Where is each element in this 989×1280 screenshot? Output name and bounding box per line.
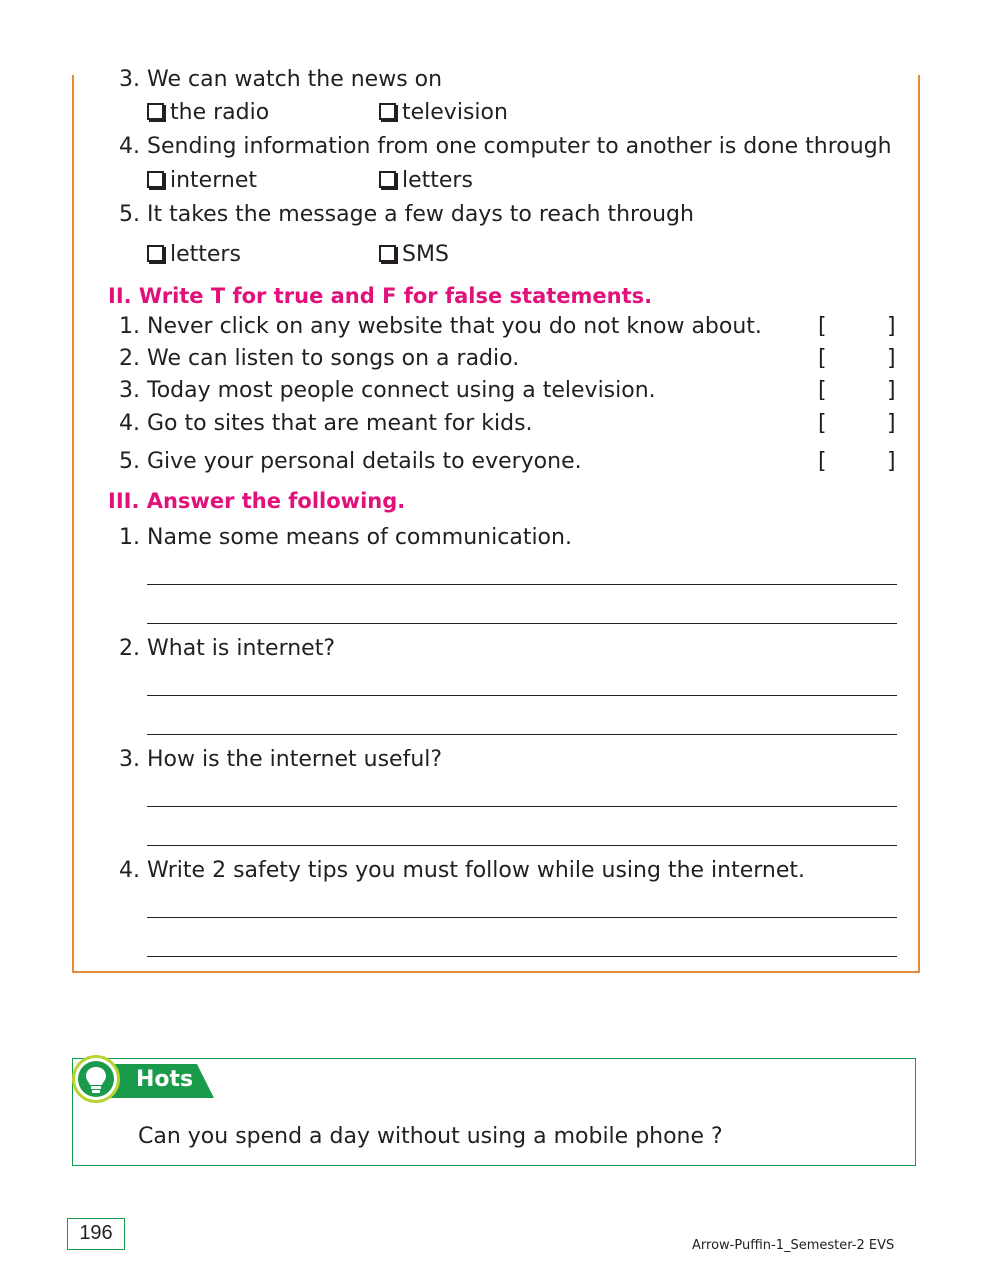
checkbox-icon[interactable] [379,103,396,120]
question-text: Write 2 safety tips you must follow while using the internet. [147,858,806,883]
checkbox-icon[interactable] [147,245,164,262]
tf-number: 5. [119,449,140,474]
question-number: 2. [119,636,140,661]
section-heading: II. Write T for true and F for false statements. [108,284,653,308]
page-number: 196 [67,1218,125,1250]
answer-bracket-open: [ [818,411,827,436]
tf-statement: Today most people connect using a television. [147,378,656,403]
tf-statement: Give your personal details to everyone. [147,449,582,474]
answer-bracket-close: ] [887,314,896,339]
mcq-number: 3. [119,67,140,92]
answer-bracket-close: ] [887,378,896,403]
question-text: How is the internet useful? [147,747,443,772]
answer-bracket-open: [ [818,314,827,339]
book-title: Arrow-Puffin-1_Semester-2 EVS [692,1238,895,1253]
answer-line[interactable] [147,956,897,957]
hots-label: Hots [136,1067,194,1092]
answer-line[interactable] [147,623,897,624]
mcq-option[interactable]: letters [379,168,473,194]
question-number: 3. [119,747,140,772]
mcq-number: 4. [119,134,140,159]
checkbox-icon[interactable] [147,103,164,120]
answer-bracket-close: ] [887,346,896,371]
tf-number: 2. [119,346,140,371]
tf-statement: We can listen to songs on a radio. [147,346,520,371]
question-number: 1. [119,525,140,550]
answer-bracket-close: ] [887,449,896,474]
answer-line[interactable] [147,695,897,696]
tf-statement: Go to sites that are meant for kids. [147,411,533,436]
mcq-question: Sending information from one computer to another is done through [147,134,892,159]
question-text: Name some means of communication. [147,525,572,550]
mcq-option[interactable]: the radio [147,100,269,126]
answer-bracket-open: [ [818,378,827,403]
tf-number: 4. [119,411,140,436]
tf-statement: Never click on any website that you do not know about. [147,314,762,339]
tf-number: 3. [119,378,140,403]
answer-line[interactable] [147,806,897,807]
answer-bracket-open: [ [818,449,827,474]
mcq-option[interactable]: internet [147,168,257,194]
mcq-option[interactable]: SMS [379,242,449,268]
tf-number: 1. [119,314,140,339]
answer-bracket-open: [ [818,346,827,371]
mcq-number: 5. [119,202,140,227]
mcq-option[interactable]: letters [147,242,241,268]
question-number: 4. [119,858,140,883]
mcq-option[interactable]: television [379,100,508,126]
answer-line[interactable] [147,734,897,735]
answer-line[interactable] [147,584,897,585]
lightbulb-icon [72,1055,120,1103]
answer-line[interactable] [147,917,897,918]
mcq-question: We can watch the news on [147,67,443,92]
question-text: What is internet? [147,636,336,661]
section-heading: III. Answer the following. [108,489,406,513]
mcq-question: It takes the message a few days to reach through [147,202,694,227]
answer-line[interactable] [147,845,897,846]
checkbox-icon[interactable] [379,245,396,262]
checkbox-icon[interactable] [147,171,164,188]
checkbox-icon[interactable] [379,171,396,188]
hots-question: Can you spend a day without using a mobile phone ? [138,1124,723,1149]
answer-bracket-close: ] [887,411,896,436]
